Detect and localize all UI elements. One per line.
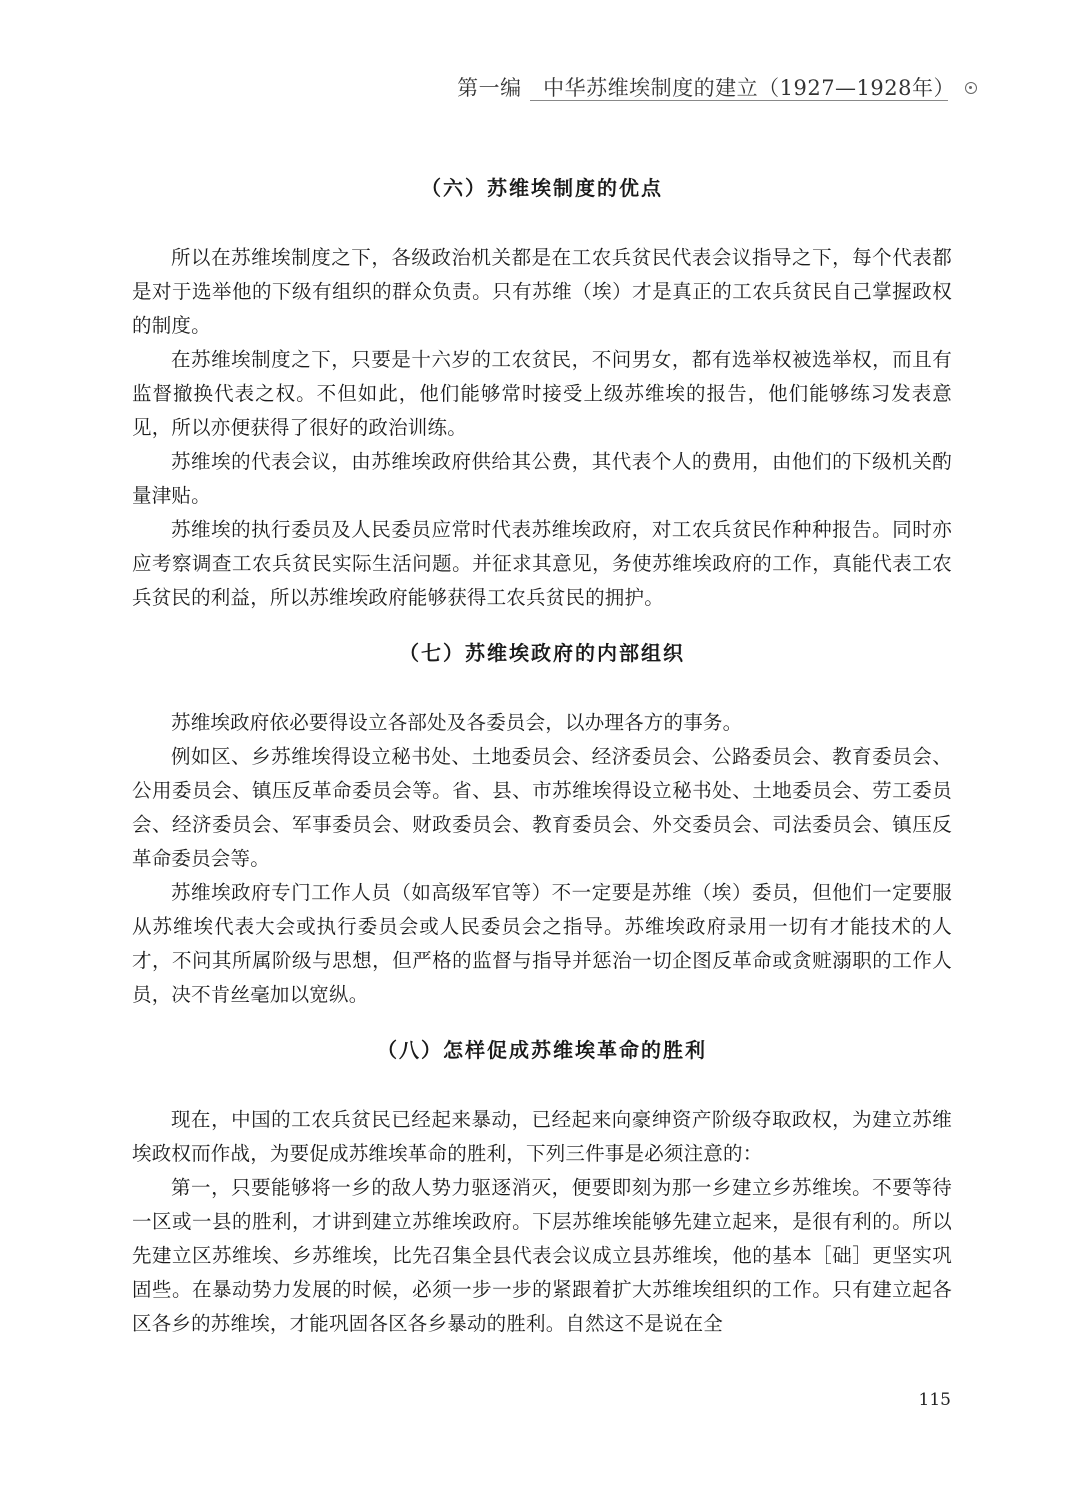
- paragraph: 第一，只要能够将一乡的敌人势力驱逐消灭，便要即刻为那一乡建立乡苏维埃。不要等待一区或一县的胜利，才讲到建立苏维埃政府。下层苏维埃能够先建立起来，是很有利的。所以先建立区苏维埃、乡苏维埃，比先召集全县代表会议成立县苏维埃，他的基本［础］更坚实巩固些。在暴动势力发展的时候，必须一步一步的紧跟着扩大苏维埃组织的工作。只有建立起各区各乡的苏维埃，才能巩固各区各乡暴动的胜利。自然这不是说在全: [132, 1176, 952, 1335]
- page-body: [132, 172, 952, 1341]
- paragraph: 例如区、乡苏维埃得设立秘书处、土地委员会、经济委员会、公路委员会、教育委员会、公用委员会、镇压反革命委员会等。省、县、市苏维埃得设立秘书处、土地委员会、劳工委员会、经济委员会、军事委员会、财政委员会、教育委员会、外交委员会、司法委员会、镇压反革命委员会等。: [132, 745, 952, 870]
- paragraph: 苏维埃政府专门工作人员（如高级军官等）不一定要是苏维（埃）委员，但他们一定要服从苏维埃代表大会或执行委员会或人民委员会之指导。苏维埃政府录用一切有才能技术的人才，不问其所属阶级与思想，但严格的监督与指导并惩治一切企图反革命或贪赃溺职的工作人员，决不肯丝毫加以宽纵。: [132, 881, 952, 1006]
- section-title-6: （六）苏维埃制度的优点: [421, 176, 663, 200]
- paragraph: 现在，中国的工农兵贫民已经起来暴动，已经起来向豪绅资产阶级夺取政权，为建立苏维埃政权而作战，为要促成苏维埃革命的胜利，下列三件事是必须注意的：: [132, 1108, 952, 1165]
- running-head: 第一编 中华苏维埃制度的建立（1927—1928年）: [457, 76, 955, 100]
- page-number: 115: [918, 1390, 951, 1410]
- paragraph: 在苏维埃制度之下，只要是十六岁的工农贫民，不问男女，都有选举权被选举权，而且有监督撤换代表之权。不但如此，他们能够常时接受上级苏维埃的报告，他们能够练习发表意见，所以亦便获得了很好的政治训练。: [132, 348, 952, 439]
- header-circle-icon: [965, 82, 977, 94]
- header-rule: [530, 100, 948, 101]
- paragraph: 苏维埃的代表会议，由苏维埃政府供给其公费，其代表个人的费用，由他们的下级机关酌量津贴。: [132, 450, 952, 507]
- section-title-7: （七）苏维埃政府的内部组织: [399, 641, 685, 665]
- paragraph: 苏维埃政府依必要得设立各部处及各委员会，以办理各方的事务。: [171, 711, 743, 734]
- section-title-8: （八）怎样促成苏维埃革命的胜利: [377, 1038, 707, 1062]
- paragraph: 所以在苏维埃制度之下，各级政治机关都是在工农兵贫民代表会议指导之下，每个代表都是对于选举他的下级有组织的群众负责。只有苏维（埃）才是真正的工农兵贫民自己掌握政权的制度。: [132, 246, 952, 337]
- paragraph: 苏维埃的执行委员及人民委员应常时代表苏维埃政府，对工农兵贫民作种种报告。同时亦应考察调查工农兵贫民实际生活问题。并征求其意见，务使苏维埃政府的工作，真能代表工农兵贫民的利益，所以苏维埃政府能够获得工农兵贫民的拥护。: [132, 518, 952, 609]
